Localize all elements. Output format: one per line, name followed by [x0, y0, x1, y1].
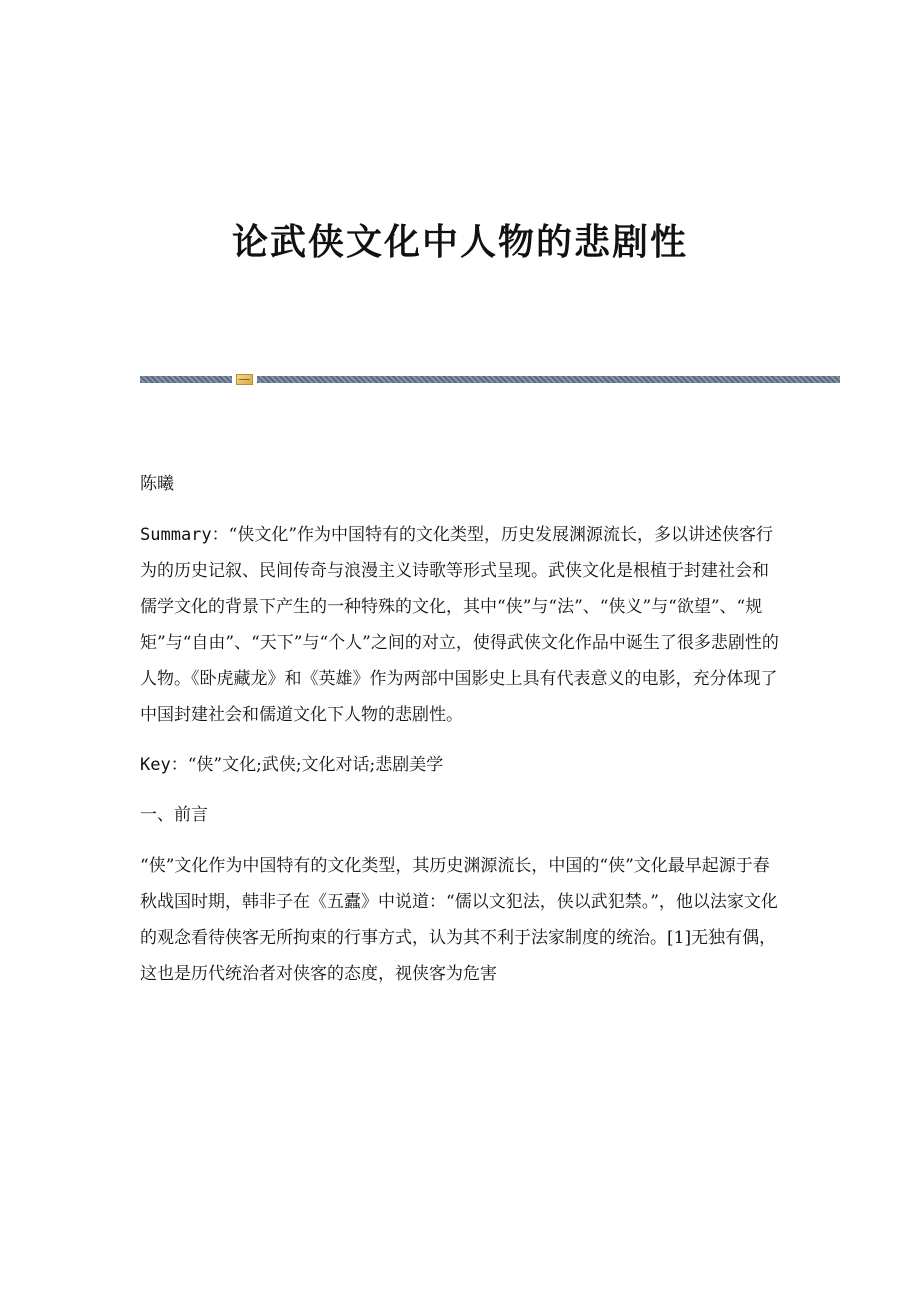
section-heading: 一、前言 [140, 805, 208, 825]
divider-bar-right [257, 376, 840, 383]
keywords-label: Key： [140, 755, 188, 775]
keywords-text: “侠”文化;武侠;文化对话;悲剧美学 [187, 755, 444, 775]
author-name: 陈曦 [140, 474, 174, 494]
decorative-divider [140, 374, 840, 384]
summary-text: “侠文化”作为中国特有的文化类型，历史发展渊源流长，多以讲述侠客行为的历史记叙、民间传奇与浪漫主义诗歌等形式呈现。武侠文化是根植于封建社会和儒学文化的背景下产生的一种特殊的文化，其中“侠”与“法”、“侠义”与“欲望”、“规矩”与“自由”、“天下”与“个人”之间的对立，使得武侠文化作品中诞生了很多悲剧性的人物。《卧虎藏龙》和《英雄》作为两部中国影史上具有代表意义的电影，充分体现了中国封建社会和儒道文化下人物的悲剧性。 [140, 525, 779, 725]
summary-paragraph [140, 517, 780, 733]
summary-label: Summary： [140, 525, 229, 545]
document-title: 论武侠文化中人物的悲剧性 [231, 221, 688, 263]
divider-bar-left [140, 376, 232, 383]
intro-paragraph: “侠”文化作为中国特有的文化类型，其历史渊源流长，中国的“侠”文化最早起源于春秋战国时期，韩非子在《五蠹》中说道：“儒以文犯法，侠以武犯禁。”，他以法家文化的观念看待侠客无所拘束的行事方式，认为其不利于法家制度的统治。[1]无独有偶，这也是历代统治者对侠客的态度，视侠客为危害 [140, 856, 778, 984]
document-body [140, 466, 780, 992]
divider-emblem-icon [236, 374, 253, 385]
keywords-line [140, 747, 780, 783]
